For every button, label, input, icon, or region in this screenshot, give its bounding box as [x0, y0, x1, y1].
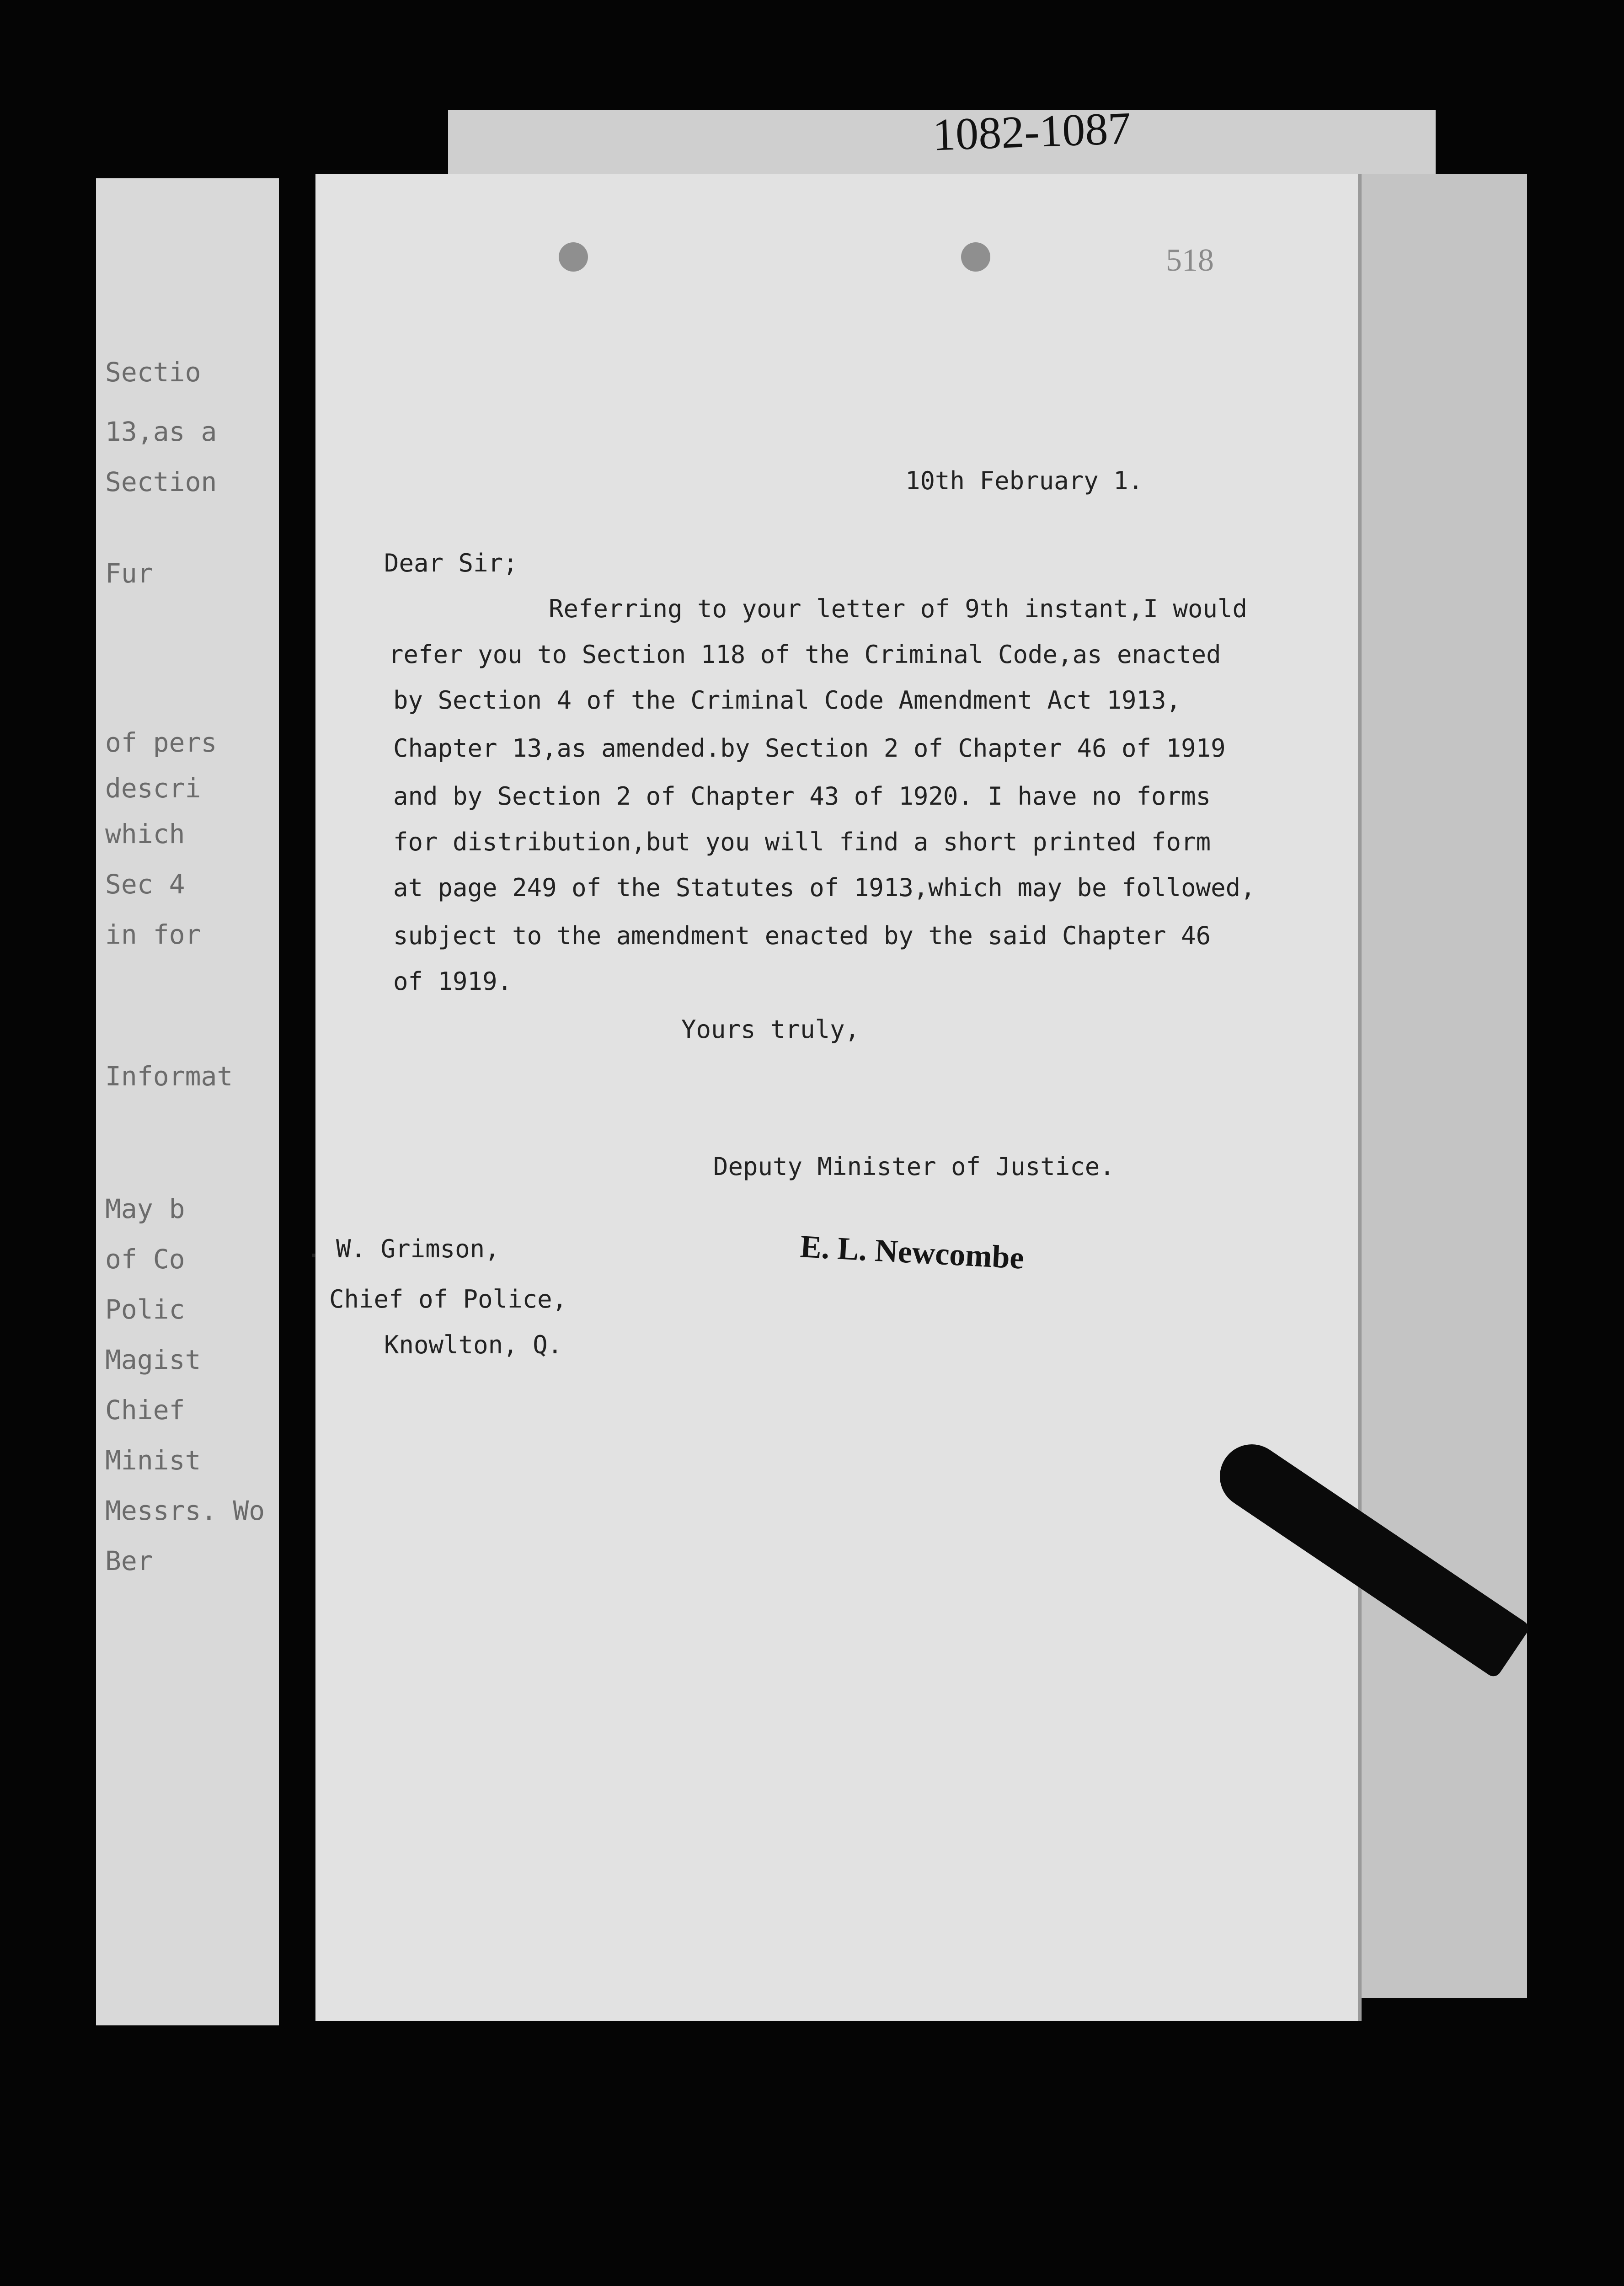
bleed-text: Ber — [105, 1545, 153, 1576]
body-line: for distribution,but you will find a short printed form — [393, 828, 1211, 856]
closing: Yours truly, — [681, 1015, 860, 1044]
body-line: at page 249 of the Statutes of 1913,which may be followed, — [393, 873, 1255, 902]
body-line: Referring to your letter of 9th instant,I would — [549, 594, 1248, 623]
signer-title: Deputy Minister of Justice. — [713, 1152, 1115, 1181]
bleed-text: of pers — [105, 727, 217, 758]
bleed-text: 13,as a — [105, 416, 217, 447]
addressee-line: . W. Grimson, — [306, 1234, 500, 1263]
body-line: subject to the amendment enacted by the said Chapter 46 — [393, 921, 1211, 950]
body-line: and by Section 2 of Chapter 43 of 1920. I have no forms — [393, 782, 1211, 811]
bleed-text: Informat — [105, 1061, 233, 1092]
bleed-text: in for — [105, 919, 201, 950]
bleed-text: Polic — [105, 1294, 185, 1325]
addressee-line: Chief of Police, — [329, 1285, 567, 1314]
body-line: by Section 4 of the Criminal Code Amendment Act 1913, — [393, 686, 1181, 715]
letter-page — [306, 174, 1358, 2021]
body-line: Chapter 13,as amended.by Section 2 of Chapter 46 of 1919 — [393, 734, 1226, 763]
body-line: refer you to Section 118 of the Criminal Code,as enacted — [389, 640, 1221, 669]
salutation: Dear Sir; — [384, 549, 518, 577]
bleed-text: Magist — [105, 1344, 201, 1375]
bleed-text: which — [105, 818, 185, 849]
body-line: of 1919. — [393, 967, 513, 996]
bleed-text: May b — [105, 1193, 185, 1224]
bleed-text: Section — [105, 466, 217, 497]
left-adjacent-page — [96, 178, 279, 2025]
addressee-line: Knowlton, Q. — [384, 1330, 563, 1359]
page-number: 518 — [1166, 243, 1214, 278]
signature: E. L. Newcombe — [799, 1229, 1025, 1276]
punch-hole — [961, 242, 990, 272]
bleed-text: Messrs. Wo — [105, 1495, 265, 1526]
folder-number: 1082-1087 — [932, 102, 1132, 160]
bleed-text: of Co — [105, 1244, 185, 1275]
bleed-text: Sectio — [105, 357, 201, 388]
bleed-text: Chief — [105, 1394, 185, 1426]
bleed-text: Sec 4 — [105, 869, 185, 900]
date-line: 10th February 1. — [905, 466, 1143, 495]
bleed-text: Minist — [105, 1445, 201, 1476]
bleed-text: descri — [105, 773, 201, 804]
bleed-text: Fur — [105, 558, 153, 589]
punch-hole — [559, 242, 588, 272]
